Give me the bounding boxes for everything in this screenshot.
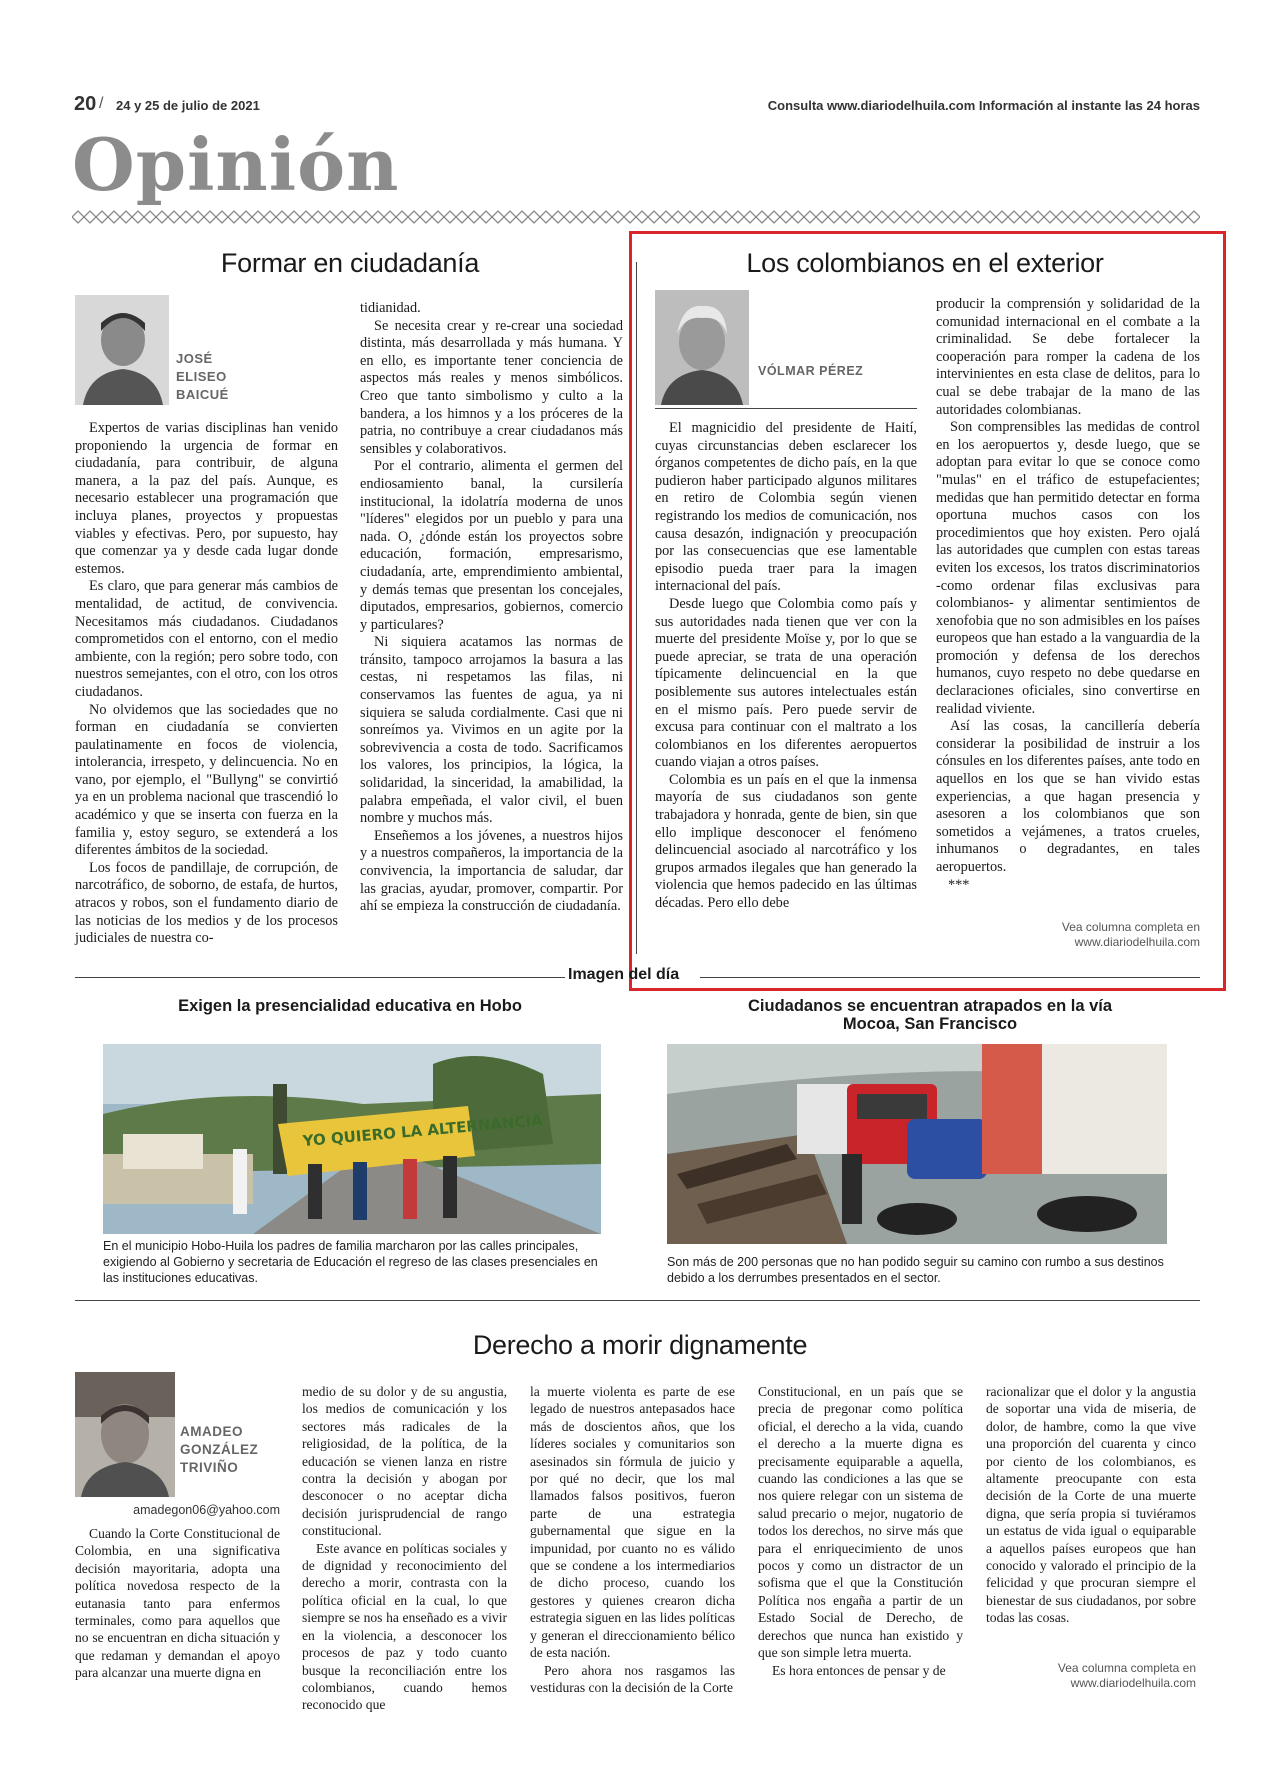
caption-mocoa: Son más de 200 personas que no han podido seguir su camino con rumbo a sus destinos debido a los derrumbes presentados en el sector.	[667, 1255, 1164, 1285]
article2-column-2	[936, 296, 1200, 894]
website-link[interactable]: www.diariodelhuila.com	[1074, 935, 1200, 949]
imagen-del-dia-label: Imagen del día	[568, 966, 680, 983]
author-name-line: AMADEO	[180, 1424, 243, 1439]
paragraph: Es claro, que para generar más cambios de mentalidad, de actitud, de convivencia. Necesitamos más ciudadanos. Ciudadanos comprometidos con el entorno, con el medio ambiente, con la región; pero sobre todo, con nuestros semejantes, con el otro, con los otros ciudadanos.	[75, 578, 338, 700]
article1-title: Formar en ciudadanía	[220, 248, 480, 278]
article1-column-2	[360, 300, 623, 916]
caption-hobo: En el municipio Hobo-Huila los padres de familia marcharon por las calles principales, exigiendo al Gobierno y secretaria de Educación el regreso de las clases presenciales en las instituciones educativas.	[103, 1239, 598, 1285]
page-number: 20	[74, 93, 97, 115]
article3-column-2	[302, 1383, 507, 1714]
stars-separator: ***	[948, 876, 970, 893]
image-left-title: Exigen la presencialidad educativa en Hobo	[178, 997, 522, 1015]
paragraph: Colombia es un país en el que la inmensa mayoría de sus ciudadanos son gente trabajadora y honrada, gente de bien, sin que ello implique desconocer el fenómeno delincuencial asociado al narcotráfico y los grupos armados ilegales que han generado la violencia que hemos padecido en las últimas décadas. Pero ello debe	[655, 771, 917, 912]
imagen-rule-left	[75, 977, 565, 978]
paragraph: Enseñemos a los jóvenes, a nuestros hijos y a nuestros compañeros, la importancia de la convivencia, la importancia de saludar, dar las gracias, ayudar, promover, compartir. Por ahí se empieza la construcción de ciudadanía.	[360, 827, 623, 915]
banner-text: YO QUIERO LA ALTERNANCIA	[302, 1111, 544, 1151]
article2-title: Los colombianos en el exterior	[746, 248, 1104, 278]
paragraph: Así las cosas, la cancillería debería considerar la posibilidad de instruir a los cónsules en los diferentes países, ante todo en aquellos en los que se han vivido estas experiencias, a que hagan presencia y asesoren a los colombianos que son sometidos a vejámenes, a tratos crueles, inhumanos o degradantes, en tales aeropuertos.	[936, 718, 1200, 875]
paragraph: Son comprensibles las medidas de control en los aeropuertos y, desde luego, que se adoptan para evitar lo que se conoce como "mulas" en el tráfico de estupefacientes; medidas que han permitido detectar en forma oportuna muchos casos con los procedimientos que hoy existen. Pero ojalá las autoridades que cumplen con estas tareas eviten los excesos, los tratos discriminatorios -como ordenar filas exclusivas para colombianos- y alimentar sentimientos de xenofobia que no son admisibles en los países europeos que han estado a la vanguardia de la promoción y defensa de los derechos humanos, cuyo respeto no debe quedarse en declaraciones oficiales, sino convertirse en realidad viviente.	[936, 419, 1200, 717]
image-right-title	[670, 997, 1190, 1033]
article3-column-5	[986, 1383, 1196, 1627]
author-name-line: BAICUÉ	[176, 387, 229, 402]
author-email[interactable]: amadegon06@yahoo.com	[133, 1503, 280, 1517]
paragraph: Los focos de pandillaje, de corrupción, de narcotráfico, de soborno, de estafa, de hurtos, atracos y robos, son el fundamento diario de las noticias de los medios y de los procesos judiciales de nuestra co-	[75, 859, 338, 947]
article2-see-more	[960, 920, 1200, 950]
image-right-title-line2: Mocoa, San Francisco	[842, 1015, 1018, 1033]
author-name-line: TRIVIÑO	[180, 1460, 239, 1475]
paragraph: Desde luego que Colombia como país y sus autoridades nada tienen que ver con la muerte del presidente Moïse y, por lo que se puede apreciar, se trata de una operación típicamente delincuencial en la que posiblemente sus autores intelectuales están en el mismo país. Pero puede servir de excusa para continuar con el maltrato a los colombianos en los diferentes aeropuertos cuando viajan a otros países.	[655, 595, 917, 771]
page-number-slash: /	[99, 95, 104, 112]
paragraph: No olvidemos que las sociedades que no forman en ciudadanía se convierten paulatinamente en focos de violencia, intolerancia, irrespeto, y delincuencia. No en vano, por ejemplo, el "Bullyng" se convirtió ya en un problema nacional que trascendió lo académico y que se inserta con fuerza en la familia y, estoy seguro, se extenderá a los diferentes ámbitos de la sociedad.	[75, 701, 338, 859]
see-more-text: Vea columna completa en	[1057, 1661, 1196, 1675]
article3-title: Derecho a morir dignamente	[472, 1330, 808, 1360]
paragraph: racionalizar que el dolor y la angustia de soportar una vida de miseria, de dolor, de hambre, como la que vive una proporción del cuarenta y cinco por ciento de los colombianos, es altamente preocupante con esta decisión de la Corte de una muerte digna, que sería propia si tuviéramos un estatus de vida igual o equiparable a aquellos países europeos que han conocido y valorado el principio de la felicidad y que procuran siempre el bienestar de sus ciudadanos, por sobre todas las cosas.	[986, 1384, 1196, 1626]
header-tagline: Consulta www.diariodelhuila.com Información al instante las 24 horas	[767, 98, 1200, 113]
paragraph: Cuando la Corte Constitucional de Colombia, en una significativa decisión mayoritaria, adopta una política novedosa respecto de la eutanasia tanto para enfermos terminales, como para aquellos que no se encuentran en dicha situación y que redaman y demandan el apoyo para alcanzar una muerte digna en	[75, 1526, 280, 1681]
author-name-line: GONZÁLEZ	[180, 1442, 259, 1457]
photo-mocoa-road	[667, 1044, 1167, 1244]
article1-column-1	[75, 420, 338, 948]
section-rule	[75, 1300, 1200, 1301]
paragraph: Ni siquiera acatamos las normas de tránsito, tampoco arrojamos la basura a las cestas, ni respetamos las filas, ni conservamos las fuentes de agua, ya ni siquiera se saluda cordialmente. Casi que ni sonreímos ya. Vivimos en un agite por la sobrevivencia a costa de todo. Sacrificamos los valores, los principios, la lógica, la solidaridad, la sinceridad, la amabilidad, la palabra empeñada, el valor civil, el buen nombre y muchos más.	[360, 634, 623, 827]
article2-column-1	[655, 420, 917, 913]
paragraph: Este avance en políticas sociales y de dignidad y reconocimiento del derecho a morir, contrasta con la política oficial en la cual, lo que siempre se nos ha enseñado es a vivir en la violencia, a desconocer los procesos de paz y todo cuanto busque la reconciliación entre los colombianos, cuando hemos reconocido que	[302, 1540, 507, 1713]
column-divider	[636, 262, 637, 954]
author-photo-perez	[655, 290, 749, 405]
paragraph: Expertos de varias disciplinas han venido proponiendo la urgencia de formar en ciudadanía, para contribuir, de alguna manera, a la paz del país. Aunque, es necesario establecer una programación que incluya planes, proyectos y propuestas viables y efectivas. Pero, por supuesto, hay que comenzar ya y desde cada lugar donde estemos.	[75, 420, 338, 577]
author-name-perez: VÓLMAR PÉREZ	[758, 364, 864, 378]
photo-hobo-march	[103, 1044, 601, 1234]
author-rule	[655, 408, 917, 409]
see-more-text: Vea columna completa en	[1061, 920, 1200, 934]
imagen-rule-right	[700, 977, 1200, 978]
article3-column-3	[530, 1383, 735, 1696]
paragraph: Por el contrario, alimenta el germen del endiosamiento banal, la cursilería institucional, la idolatría moderna de unos "líderes" elegidos por un pueblo y para una nada. O, ¿dónde están los proyectos sobre educación, formación, empresarismo, ciudadanía, arte, emprendimiento ambiental, y demás temas que presentan los concejales, diputados, empresarios, gobiernos, comercio y particulares?	[360, 458, 623, 633]
paragraph: Es hora entonces de pensar y de	[772, 1662, 946, 1678]
section-title: Opinión	[72, 122, 400, 207]
paragraph: producir la comprensión y solidaridad de la comunidad internacional en el combate a la criminalidad. Se debe fortalecer la cooperación para romper la cadena de los intervinientes en esta clase de delitos, para lo cual se debe trabajar de la mano de las autoridades colombianas.	[936, 296, 1200, 418]
article3-column-4	[758, 1383, 963, 1679]
article3-see-more	[960, 1661, 1196, 1691]
paragraph: medio de su dolor y de su angustia, los medios de comunicación y los sectores más radicales de la religiosidad, de la política, de la educación se vienen lanza en ristre contra la decisión y abogan por desconocer o no aceptar dicha decisión jurisprudencial de rango constitucional.	[302, 1384, 507, 1539]
paragraph: Constitucional, en un país que se precia de pregonar como política oficial, el derecho a la vida, cuando el derecho a la muerte digna es precisamente equiparable a aquella, cuando las condiciones a las que se nos quiere relegar con un sistema de salud precario o mejor, nugatorio de todos los derechos, no sirve más que para el enriquecimiento de unos pocos y como un distractor de un sofisma que el que la Constitución Política nos engaña a partir de un Estado Social de Derecho, de derechos que nunca han existido y que son simple letra muerta.	[758, 1384, 963, 1661]
paragraph: Se necesita crear y re-crear una sociedad distinta, más desarrollada y más humana. Y en ello, es importante tener conciencia de aspectos más reales y menos simbólicos. Creo que tanto simbolismo y culto a la bandera, a los himnos y a los próceres de la patria, no contribuye a crear ciudadanos más sensibles y colaborativos.	[360, 317, 623, 457]
paragraph: Pero ahora nos rasgamos las vestiduras con la decisión de la Corte	[530, 1662, 735, 1695]
issue-date: 24 y 25 de julio de 2021	[116, 98, 260, 113]
image-right-title-line1: Ciudadanos se encuentran atrapados en la vía	[747, 997, 1113, 1015]
author-name-baicue	[176, 350, 229, 404]
author-photo-gonzalez	[75, 1372, 175, 1497]
author-name-line: JOSÉ	[176, 351, 213, 366]
website-link[interactable]: www.diariodelhuila.com	[1070, 1676, 1196, 1690]
paragraph: la muerte violenta es parte de ese legado de nuestros antepasados hace más de doscientos años, que los líderes sociales y comunitarios son asesinados sin fórmula de juicio y por qué no decir, que los mal llamados falsos positivos, fueron parte de una estrategia gubernamental que sigue en la impunidad, por cuanto no es válido que se condene a los intermediarios de dicho proceso, cuando los gestores y quienes crearon dicha estrategia siguen en las lides políticas y generan el direccionamiento bélico de esta nación.	[530, 1384, 735, 1661]
paragraph: tidianidad.	[360, 300, 421, 316]
author-name-gonzalez	[180, 1423, 258, 1477]
paragraph: El magnicidio del presidente de Haití, cuyas circunstancias deben esclarecer los órganos competentes de dicho país, en la que pudieron haber participado algunos militares en retiro de Colombia según vienen registrando los medios de comunicación, nos causa desazón, indignación y preocupación por las consecuencias que ese lamentable episodio pueda traer para la imagen internacional del país.	[655, 420, 917, 595]
decorative-border	[72, 210, 1200, 224]
author-photo-baicue	[75, 295, 169, 405]
article3-column-1	[75, 1525, 280, 1682]
author-name-line: ELISEO	[176, 369, 227, 384]
